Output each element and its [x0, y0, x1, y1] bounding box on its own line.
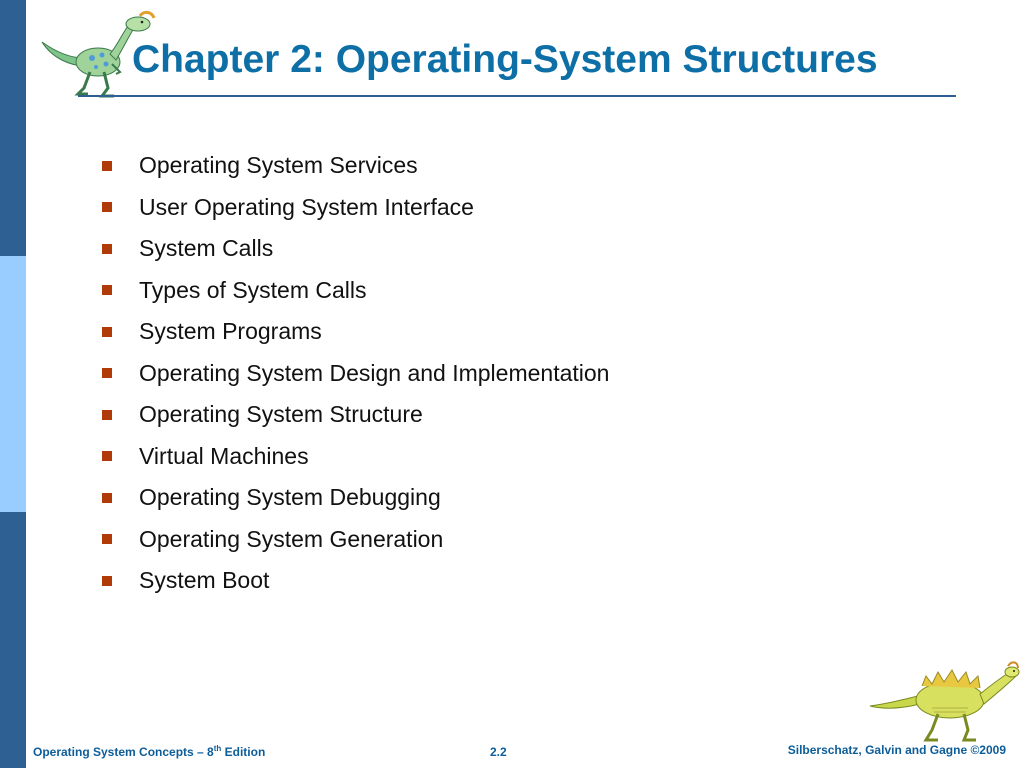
list-item: [102, 394, 609, 436]
square-bullet-icon: [102, 534, 112, 544]
list-item-text: Operating System Structure: [139, 401, 423, 428]
sidebar-stripe-top: [0, 0, 26, 256]
list-item: [102, 270, 609, 312]
list-item-text: Operating System Debugging: [139, 484, 441, 511]
list-item-text: System Boot: [139, 567, 270, 594]
list-item: [102, 187, 609, 229]
bullet-list: [102, 145, 609, 602]
footer-book-title: [33, 746, 265, 758]
list-item: [102, 560, 609, 602]
footer-copyright: Silberschatz, Galvin and Gagne ©2009: [787, 743, 1006, 757]
list-item: [102, 145, 609, 187]
list-item-text: Operating System Generation: [139, 525, 444, 552]
square-bullet-icon: [102, 576, 112, 586]
list-item-text: User Operating System Interface: [139, 193, 474, 220]
list-item-text: System Programs: [139, 318, 322, 345]
footer-book-prefix: Operating System Concepts – 8: [33, 745, 214, 759]
list-item-text: System Calls: [139, 235, 274, 262]
list-item: [102, 436, 609, 478]
square-bullet-icon: [102, 244, 112, 254]
footer-book-suffix: Edition: [221, 745, 266, 759]
square-bullet-icon: [102, 161, 112, 171]
footer-book-superscript: th: [213, 744, 222, 753]
list-item: [102, 228, 609, 270]
list-item: [102, 311, 609, 353]
footer-page-number: 2.2: [490, 745, 507, 759]
square-bullet-icon: [102, 285, 112, 295]
sidebar-stripe-middle: [0, 256, 26, 512]
square-bullet-icon: [102, 368, 112, 378]
list-item-text: Operating System Services: [139, 152, 418, 179]
list-item-text: Virtual Machines: [139, 442, 309, 469]
sidebar-stripe-bottom: [0, 512, 26, 768]
square-bullet-icon: [102, 202, 112, 212]
square-bullet-icon: [102, 327, 112, 337]
list-item: [102, 519, 609, 561]
square-bullet-icon: [102, 493, 112, 503]
square-bullet-icon: [102, 451, 112, 461]
list-item: [102, 353, 609, 395]
list-item: [102, 477, 609, 519]
title-divider: [78, 95, 956, 97]
slide-title: Chapter 2: Operating-System Structures: [132, 38, 878, 81]
dinosaur-icon: [868, 660, 1020, 744]
list-item-text: Types of System Calls: [139, 276, 367, 303]
square-bullet-icon: [102, 410, 112, 420]
list-item-text: Operating System Design and Implementation: [139, 359, 610, 386]
